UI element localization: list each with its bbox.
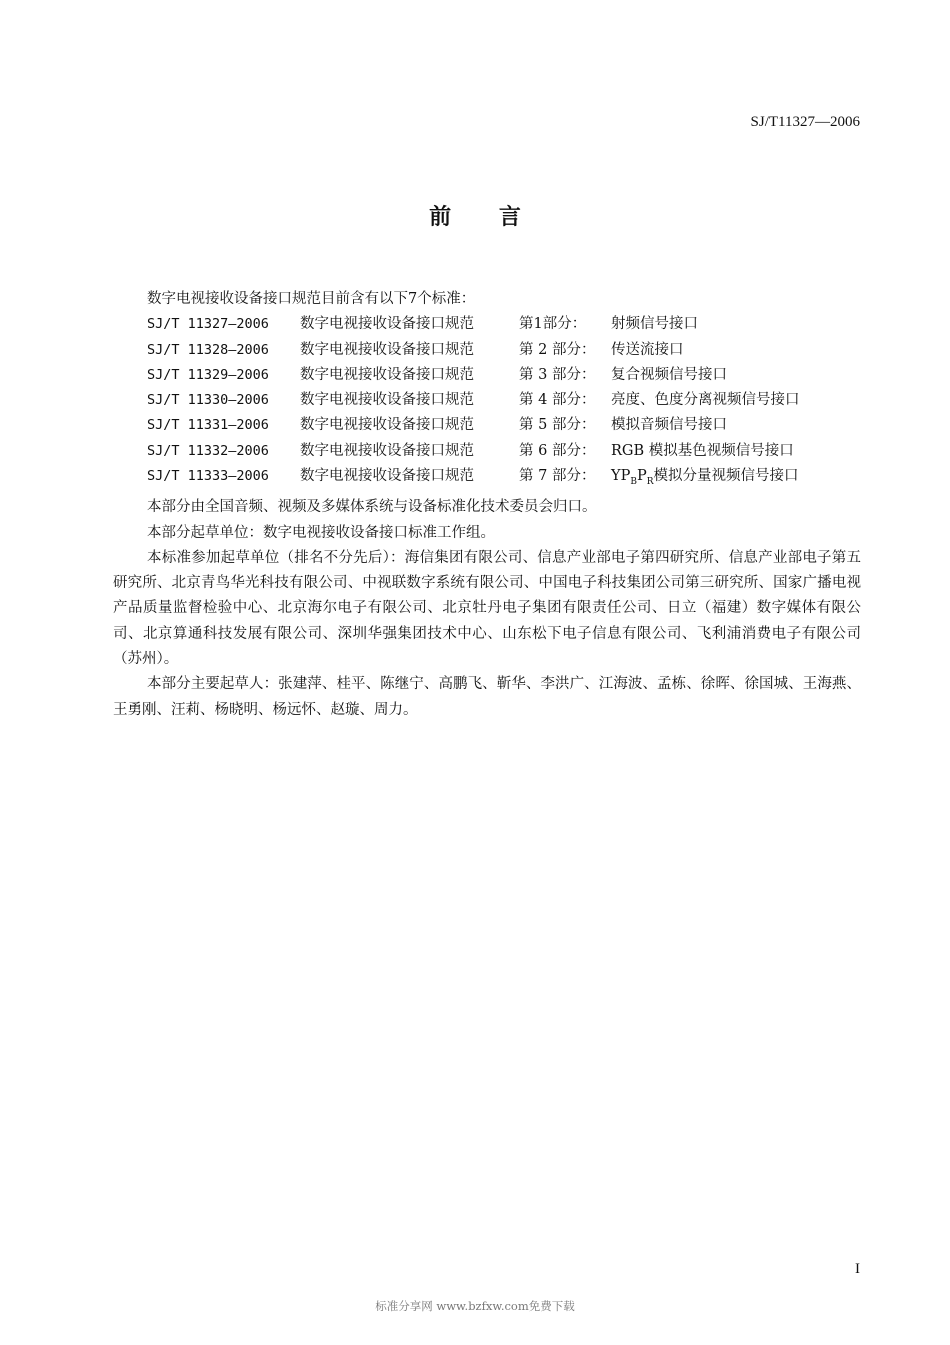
standard-code: SJ/T 11333—2006 — [147, 468, 269, 485]
standard-row — [113, 388, 861, 413]
standard-code: SJ/T 11332—2006 — [147, 442, 269, 459]
standard-code: SJ/T 11330—2006 — [147, 392, 269, 409]
centralized-paragraph: 本部分由全国音频、视频及多媒体系统与设备标准化技术委员会归口。 — [147, 499, 597, 516]
standard-part: 第 5 部分： — [519, 417, 596, 434]
standard-code: SJ/T 11327—2006 — [147, 316, 269, 333]
standard-code: SJ/T 11328—2006 — [147, 341, 269, 358]
standard-row — [113, 413, 861, 438]
intro-paragraph: 数字电视接收设备接口规范目前含有以下7个标准： — [147, 291, 476, 307]
drafters-paragraph: 本部分主要起草人：张建萍、桂平、陈继宁、高鹏飞、靳华、李洪广、江海波、孟栋、徐晖、徐国城、王海燕、王勇刚、汪莉、杨晓明、杨远怀、赵璇、周力。 — [113, 676, 861, 718]
standard-name: 数字电视接收设备接口规范 — [300, 366, 474, 383]
standard-part: 第 4 部分： — [519, 392, 596, 409]
subscript-r: R — [646, 476, 654, 487]
standard-name: 数字电视接收设备接口规范 — [300, 316, 474, 333]
drafting-unit-paragraph: 本部分起草单位：数字电视接收设备接口标准工作组。 — [147, 524, 495, 541]
standard-subject — [611, 464, 861, 495]
standard-subject: 亮度、色度分离视频信号接口 — [611, 392, 800, 409]
page-title — [0, 200, 950, 231]
subject-prefix: YP — [611, 468, 631, 485]
title-char-1: 前 — [429, 205, 452, 230]
standard-row — [113, 363, 861, 388]
page-number: I — [855, 1261, 860, 1277]
standard-part: 第 7 部分： — [519, 468, 596, 485]
standard-code: SJ/T 11331—2006 — [147, 417, 269, 434]
standard-name: 数字电视接收设备接口规范 — [300, 392, 474, 409]
foreword-body — [113, 287, 861, 723]
subscript-b: B — [630, 476, 637, 487]
standard-name: 数字电视接收设备接口规范 — [300, 468, 474, 485]
subject-mid: P — [636, 468, 647, 485]
standard-subject: 复合视频信号接口 — [611, 366, 727, 383]
standard-row — [113, 464, 861, 495]
title-char-2: 言 — [498, 205, 521, 230]
standard-code: SJ/T 11329—2006 — [147, 366, 269, 383]
standard-row — [113, 439, 861, 464]
standard-subject: 模拟音频信号接口 — [611, 417, 727, 434]
document-id: SJ/T11327—2006 — [750, 114, 860, 130]
standard-part: 第 6 部分： — [519, 442, 596, 459]
watermark-footer: 标准分享网 www.bzfxw.com免费下载 — [375, 1299, 575, 1313]
participants-paragraph: 本标准参加起草单位（排名不分先后）：海信集团有限公司、信息产业部电子第四研究所、信息产业部电子第五研究所、北京青鸟华光科技有限公司、中视联数字系统有限公司、中国电子科技集团公司第三研究所、国家广播电视产品质量监督检验中心、北京海尔电子有限公司、北京牡丹电子集团有限责任公司、日立（福建）数字媒体有限公司、北京算通科技发展有限公司、深圳华强集团技术中心、山东松下电子信息有限公司、飞利浦消费电子有限公司（苏州）。 — [113, 549, 861, 668]
standard-subject: 射频信号接口 — [611, 316, 698, 333]
standard-part: 第1部分： — [519, 316, 587, 333]
standard-subject: RGB 模拟基色视频信号接口 — [611, 442, 794, 459]
standard-name: 数字电视接收设备接口规范 — [300, 417, 474, 434]
standard-part: 第 3 部分： — [519, 366, 596, 383]
standard-row — [113, 312, 861, 337]
standard-name: 数字电视接收设备接口规范 — [300, 341, 474, 358]
standard-name: 数字电视接收设备接口规范 — [300, 442, 474, 459]
standard-row — [113, 338, 861, 363]
subject-rest: 模拟分量视频信号接口 — [653, 468, 799, 485]
standard-subject: 传送流接口 — [611, 341, 684, 358]
standard-part: 第 2 部分： — [519, 341, 596, 358]
